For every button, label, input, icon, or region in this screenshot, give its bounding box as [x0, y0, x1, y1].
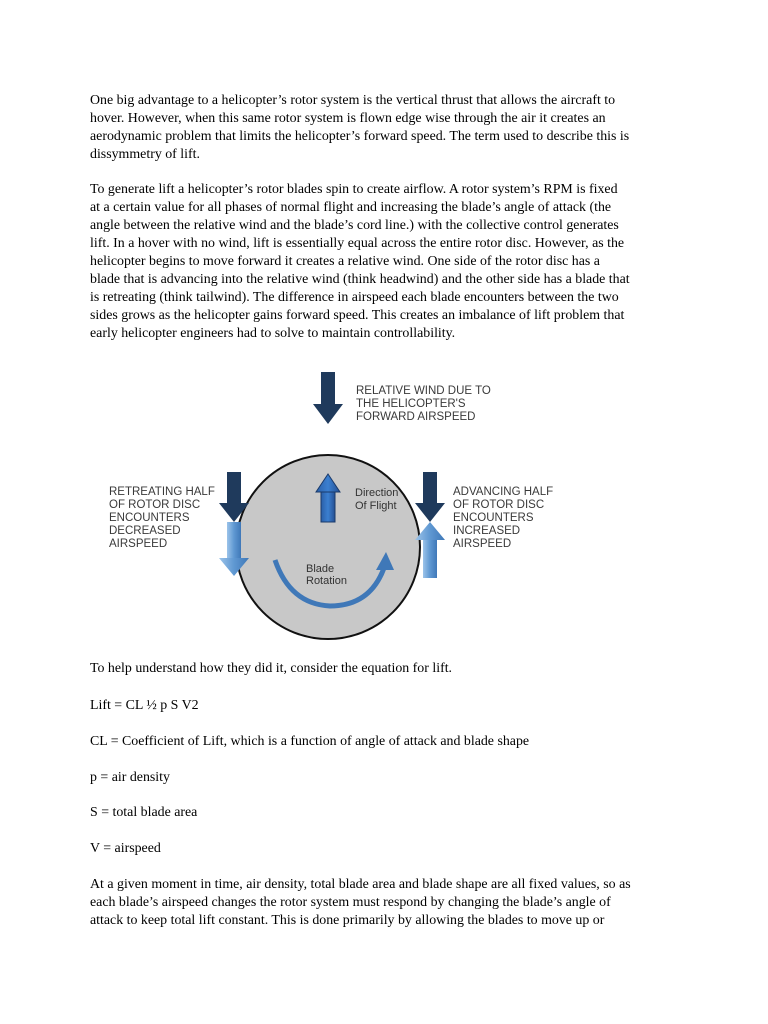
direction-of-flight-label: Direction Of Flight	[355, 487, 399, 512]
blade-rotation-label: Blade Rotation	[306, 563, 347, 587]
relative-wind-arrow	[313, 372, 343, 424]
lift-equation: Lift = CL ½ p S V2	[90, 698, 199, 713]
advancing-half-label: ADVANCING HALF OF ROTOR DISC ENCOUNTERS INCREASED AIRSPEED	[453, 486, 554, 550]
paragraph-intro: One big advantage to a helicopter’s rotor system is the vertical thrust that allows the aircraft to hover. However, when this same rotor system is flown edge wise through the air it creates an aerodynamic problem that limits the helicopter’s forward speed. The term used to describe this is dissymmetry of lift.	[90, 93, 630, 162]
advancing-wind-arrow	[415, 472, 445, 522]
paragraph-lift-equation-intro: To help understand how they did it, consider the equation for lift.	[90, 661, 453, 676]
definition-p: p = air density	[90, 770, 170, 785]
paragraph-lift-generation: To generate lift a helicopter’s rotor blades spin to create airflow. A rotor system’s RPM is fixed at a certain value for all phases of normal flight and increasing the blade’s angle of attack (the angle between the relative wind and the blade’s cord line.) with the collective control generates lift. In a hover with no wind, lift is essentially equal across the entire rotor disc. However, as the helicopter begins to move forward it creates a relative wind. One side of the rotor disc has a blade that is advancing into the relative wind (think headwind) and the other side has a blade that is retreating (think tailwind). The difference in airspeed each blade encounters between the two sides grows as the helicopter gains forward speed. This creates an imbalance of lift problem that early helicopter engineers had to solve to maintain controllability.	[90, 182, 630, 341]
definition-cl: CL = Coefficient of Lift, which is a function of angle of attack and blade shape	[90, 734, 530, 749]
dissymmetry-of-lift-diagram	[90, 360, 570, 650]
retreating-half-label: RETREATING HALF OF ROTOR DISC ENCOUNTERS DECREASED AIRSPEED	[109, 486, 215, 550]
definition-s: S = total blade area	[90, 805, 198, 820]
paragraph-angle-of-attack: At a given moment in time, air density, total blade area and blade shape are all fixed values, so as each blade’s airspeed changes the rotor system must respond by changing the blade’s angle of attack to keep total lift constant. This is done primarily by allowing the blades to move up or	[90, 877, 631, 928]
definition-v: V = airspeed	[90, 841, 161, 856]
relative-wind-label: RELATIVE WIND DUE TO THE HELICOPTER'S FORWARD AIRSPEED	[356, 385, 491, 423]
